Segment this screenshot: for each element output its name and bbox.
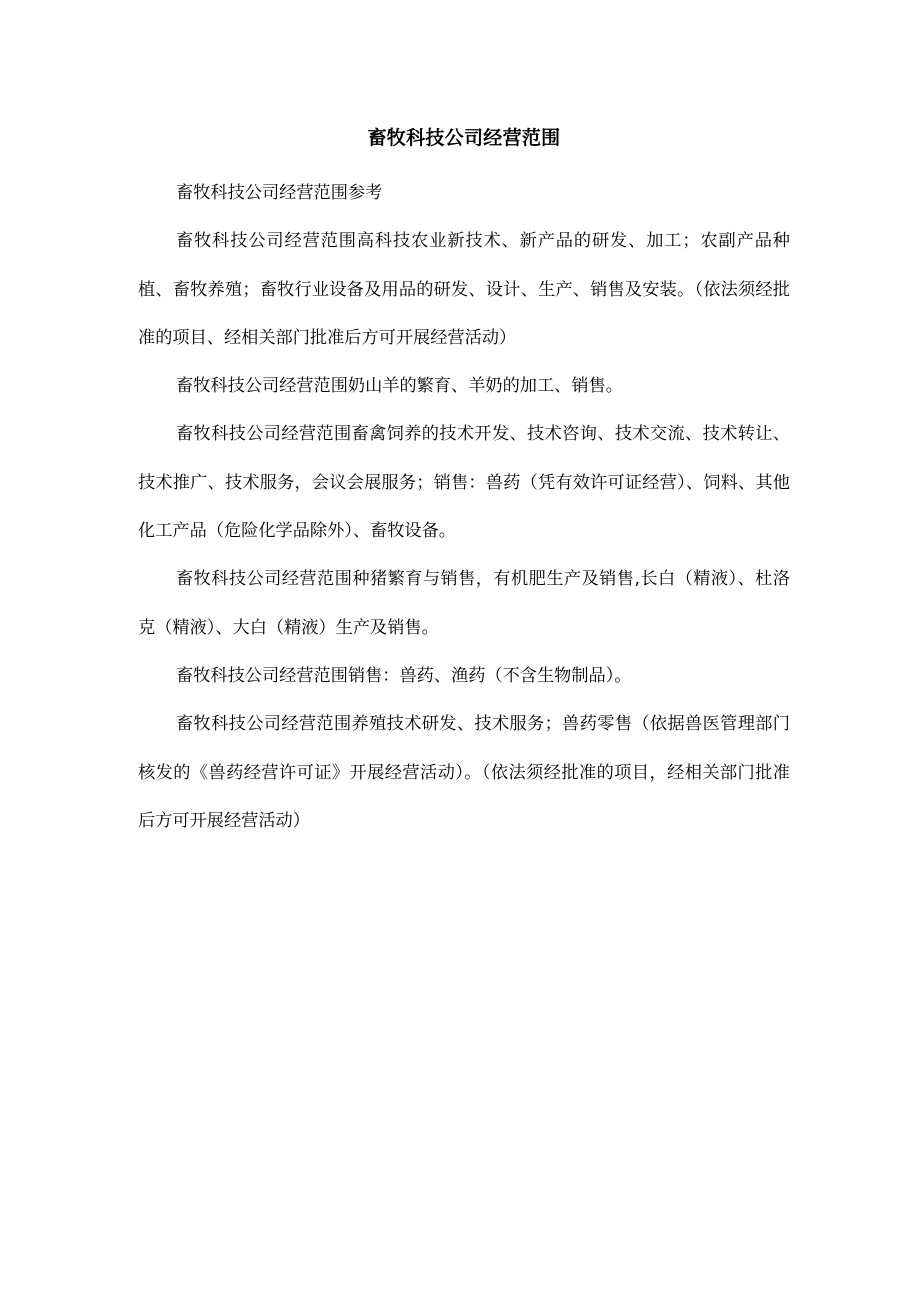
paragraph-scope-1: 畜牧科技公司经营范围高科技农业新技术、新产品的研发、加工；农副产品种植、畜牧养殖；畜牧行业设备及用品的研发、设计、生产、销售及安装。（依法须经批准的项目、经相关部门批准后方可开展经营活动） (138, 231, 790, 348)
paragraph-reference-heading: 畜牧科技公司经营范围参考 (176, 183, 383, 203)
paragraph-scope-6: 畜牧科技公司经营范围养殖技术研发、技术服务；兽药零售（依据兽医管理部门核发的《兽药经营许可证》开展经营活动）。（依法须经批准的项目，经相关部门批准后方可开展经营活动） (138, 714, 790, 831)
document-body (138, 121, 790, 845)
paragraph-scope-4: 畜牧科技公司经营范围种猪繁育与销售，有机肥生产及销售,长白（精液）、杜洛克（精液）、大白（精液）生产及销售。 (138, 569, 790, 638)
paragraph-list (138, 169, 790, 845)
paragraph-scope-2: 畜牧科技公司经营范围奶山羊的繁育、羊奶的加工、销售。 (176, 376, 623, 397)
paragraph-scope-5: 畜牧科技公司经营范围销售：兽药、渔药（不含生物制品）。 (176, 665, 632, 686)
document-title: 畜牧科技公司经营范围 (367, 127, 561, 149)
paragraph-scope-3: 畜牧科技公司经营范围畜禽饲养的技术开发、技术咨询、技术交流、技术转让、技术推广、技术服务，会议会展服务；销售：兽药（凭有效许可证经营）、饲料、其他化工产品（危险化学品除外）、畜牧设备。 (138, 424, 790, 542)
